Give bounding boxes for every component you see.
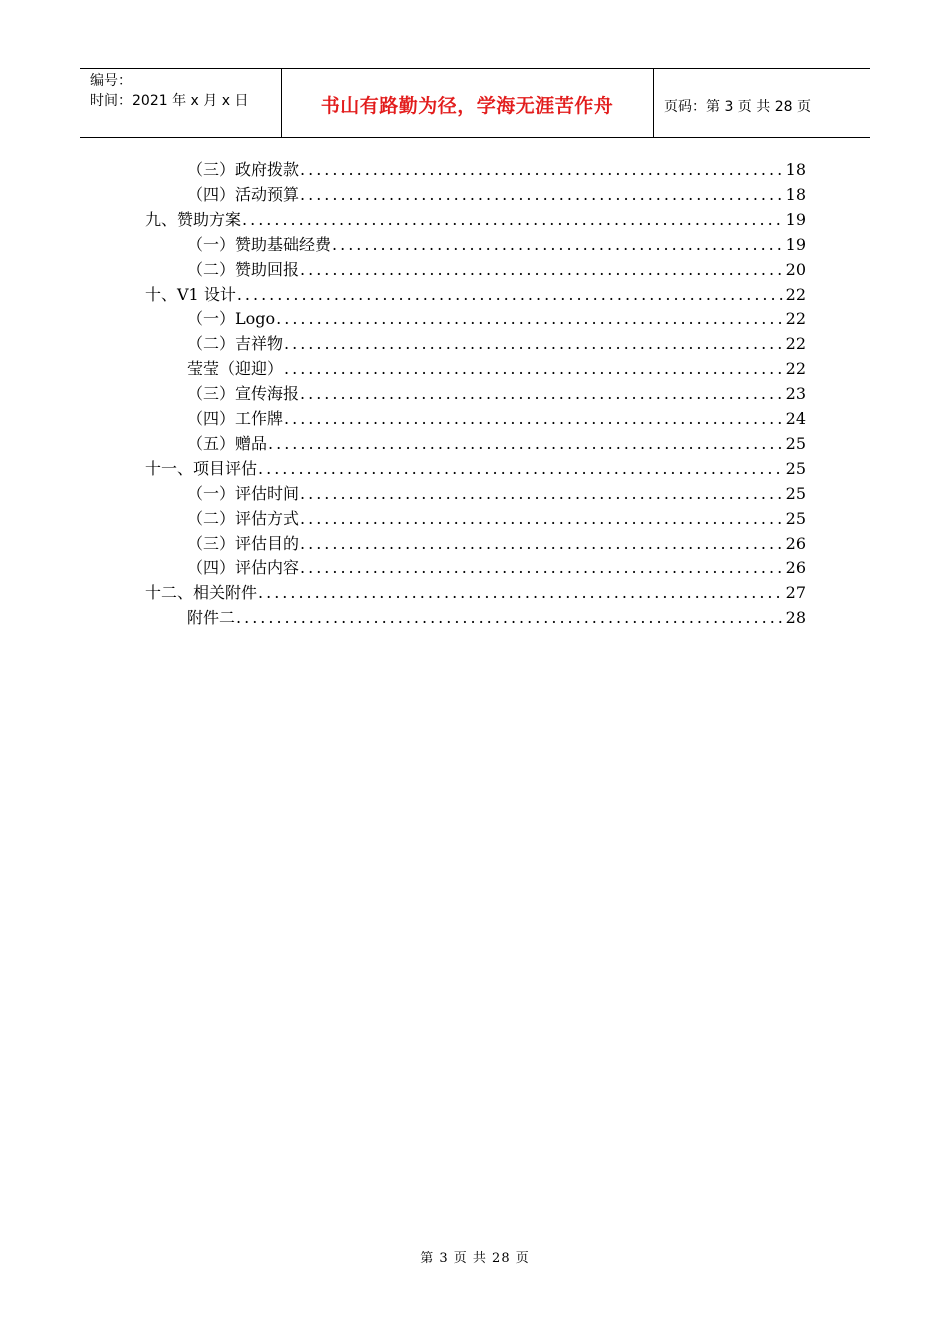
toc-entry-page: 22 — [785, 284, 806, 304]
toc-dot-leader — [257, 456, 784, 481]
toc-entry[interactable] — [187, 481, 806, 506]
toc-dot-leader — [236, 282, 784, 307]
toc-entry-page: 25 — [785, 508, 806, 528]
toc-entry-page: 22 — [785, 309, 806, 329]
toc-entry-page: 24 — [785, 409, 806, 428]
toc-entry-title: （五）赠品 — [187, 433, 268, 453]
toc-entry[interactable] — [187, 182, 806, 207]
toc-entry[interactable] — [187, 605, 806, 630]
header-motto: 书山有路勤为径，学海无涯苦作舟 — [320, 95, 614, 117]
toc-dot-leader — [267, 431, 784, 456]
toc-entry[interactable] — [187, 257, 806, 282]
toc-entry-page: 19 — [785, 234, 806, 254]
toc-entry[interactable] — [187, 381, 806, 406]
toc-dot-leader — [299, 555, 784, 580]
toc-entry-title: （四）活动预算 — [187, 184, 300, 204]
toc-entry-page: 25 — [785, 458, 806, 478]
toc-entry-title: （二）吉祥物 — [187, 334, 284, 354]
toc-dot-leader — [257, 580, 784, 605]
toc-entry-title: （一）Logo — [187, 309, 276, 329]
toc-entry-page: 18 — [785, 160, 806, 179]
toc-entry[interactable] — [187, 331, 806, 356]
toc-entry[interactable] — [187, 431, 806, 456]
header-info-cell — [80, 69, 282, 137]
toc-entry-title: （二）赞助回报 — [187, 259, 300, 279]
toc-entry-page: 19 — [785, 209, 806, 229]
toc-entry-page: 27 — [785, 583, 806, 603]
toc-entry-title: 十二、相关附件 — [145, 583, 258, 603]
toc-dot-leader — [299, 157, 784, 182]
page-header — [80, 68, 870, 138]
toc-dot-leader — [299, 531, 784, 556]
toc-dot-leader — [241, 207, 784, 232]
toc-entry[interactable] — [187, 555, 806, 580]
document-number-label: 编号： — [90, 73, 132, 89]
toc-entry-title: （二）评估方式 — [187, 508, 300, 528]
page-footer: 第 3 页 共 28 页 — [420, 1251, 530, 1266]
toc-entry-page: 22 — [785, 334, 806, 354]
toc-entry-page: 18 — [785, 184, 806, 204]
toc-entry-page: 22 — [785, 359, 806, 379]
toc-entry-title: （三）政府拨款 — [187, 160, 300, 179]
toc-entry[interactable] — [187, 356, 806, 381]
document-date-label: 时间：2021 年 x 月 x 日 — [90, 93, 249, 109]
toc-entry[interactable] — [187, 506, 806, 531]
toc-entry-page: 25 — [785, 483, 806, 503]
toc-entry-page: 23 — [785, 384, 806, 404]
toc-entry[interactable] — [187, 306, 806, 331]
toc-entry-page: 20 — [785, 259, 806, 279]
toc-dot-leader — [299, 506, 784, 531]
toc-dot-leader — [299, 257, 784, 282]
toc-dot-leader — [331, 232, 784, 257]
toc-entry-page: 26 — [785, 558, 806, 578]
toc-dot-leader — [275, 306, 784, 331]
toc-entry-title: 九、赞助方案 — [145, 209, 242, 229]
toc-entry[interactable] — [187, 232, 806, 257]
toc-dot-leader — [299, 481, 784, 506]
toc-entry-title: 附件二 — [187, 608, 236, 628]
toc-dot-leader — [235, 605, 784, 630]
toc-entry-title: （四）评估内容 — [187, 558, 300, 578]
toc-entry-title: 莹莹（迎迎） — [187, 359, 284, 379]
toc-entry-title: （三）评估目的 — [187, 533, 300, 553]
toc-entry-page: 26 — [785, 533, 806, 553]
toc-dot-leader — [283, 406, 784, 431]
toc-entry-title: （三）宣传海报 — [187, 384, 300, 404]
header-page-cell — [654, 69, 870, 137]
toc-dot-leader — [299, 381, 784, 406]
toc-dot-leader — [299, 182, 784, 207]
toc-entry-title: （一）赞助基础经费 — [187, 234, 332, 254]
toc-entry[interactable] — [145, 456, 806, 481]
toc-entry-page: 28 — [785, 608, 806, 628]
header-motto-cell — [281, 69, 654, 137]
toc-entry-title: 十一、项目评估 — [145, 458, 258, 478]
toc-entry[interactable] — [187, 157, 806, 182]
toc-dot-leader — [283, 331, 784, 356]
toc-entry[interactable] — [145, 207, 806, 232]
toc-dot-leader — [283, 356, 784, 381]
toc-entry-page: 25 — [785, 433, 806, 453]
toc-entry[interactable] — [145, 282, 806, 307]
toc-entry-title: 十、V1 设计 — [145, 284, 236, 304]
toc-entry[interactable] — [187, 531, 806, 556]
toc-entry[interactable] — [187, 406, 806, 431]
toc-entry[interactable] — [145, 580, 806, 605]
toc-entry-title: （一）评估时间 — [187, 483, 300, 503]
header-page-number: 页码：第 3 页 共 28 页 — [664, 99, 811, 115]
toc-entry-title: （四）工作牌 — [187, 409, 284, 428]
